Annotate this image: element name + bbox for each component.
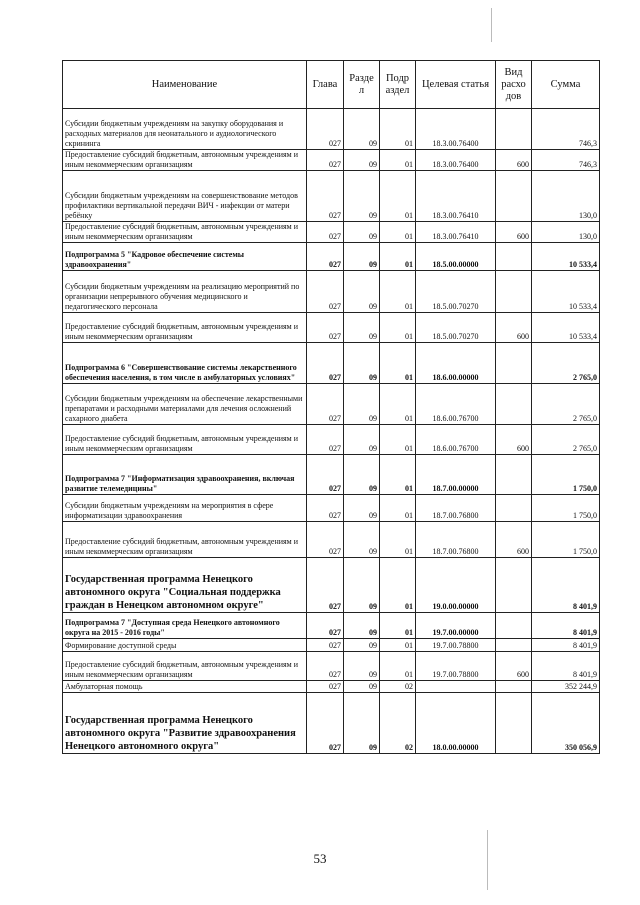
- row-sum: 10 533,4: [532, 271, 600, 313]
- row-target: 18.5.00.00000: [416, 243, 496, 271]
- header-sum: Сумма: [532, 61, 600, 109]
- row-type: [496, 639, 532, 652]
- row-section: 09: [344, 313, 380, 343]
- row-target: 18.7.00.76800: [416, 522, 496, 558]
- row-name: Предоставление субсидий бюджетным, автономным учреждениям и иным некоммерческим организациям: [63, 425, 307, 455]
- row-section: 09: [344, 558, 380, 613]
- row-chapter: 027: [307, 171, 344, 222]
- row-chapter: 027: [307, 455, 344, 495]
- row-target: 18.6.00.76700: [416, 384, 496, 425]
- row-subsection: 01: [380, 613, 416, 639]
- table-row: [63, 652, 600, 681]
- table-row: [63, 495, 600, 522]
- row-section: 09: [344, 681, 380, 693]
- row-name: Субсидии бюджетным учреждениям на совершенствование методов профилактики вертикальной передачи ВИЧ - инфекции от матери ребёнку: [63, 171, 307, 222]
- row-subsection: 02: [380, 681, 416, 693]
- row-sum: 1 750,0: [532, 522, 600, 558]
- row-type: 600: [496, 652, 532, 681]
- row-sum: 8 401,9: [532, 613, 600, 639]
- row-section: 09: [344, 171, 380, 222]
- row-sum: 746,3: [532, 150, 600, 171]
- row-section: 09: [344, 109, 380, 150]
- table-row: [63, 171, 600, 222]
- row-chapter: 027: [307, 313, 344, 343]
- row-chapter: 027: [307, 150, 344, 171]
- row-sum: 746,3: [532, 109, 600, 150]
- row-name: Предоставление субсидий бюджетным, автономным учреждениям и иным некоммерческим организациям: [63, 652, 307, 681]
- row-sum: 1 750,0: [532, 455, 600, 495]
- row-name: Амбулаторная помощь: [63, 681, 307, 693]
- row-section: 09: [344, 693, 380, 754]
- row-chapter: 027: [307, 522, 344, 558]
- table-row: [63, 271, 600, 313]
- row-chapter: 027: [307, 613, 344, 639]
- row-subsection: 01: [380, 109, 416, 150]
- row-subsection: 01: [380, 271, 416, 313]
- table-row: [63, 613, 600, 639]
- row-subsection: 01: [380, 652, 416, 681]
- row-chapter: 027: [307, 558, 344, 613]
- row-subsection: 01: [380, 495, 416, 522]
- row-type: [496, 558, 532, 613]
- row-type: [496, 343, 532, 384]
- table-row: [63, 522, 600, 558]
- row-type: [496, 681, 532, 693]
- row-chapter: 027: [307, 639, 344, 652]
- row-type: [496, 271, 532, 313]
- row-section: 09: [344, 243, 380, 271]
- table-row: [63, 222, 600, 243]
- row-name: Предоставление субсидий бюджетным, автономным учреждениям и иным некоммерческим организациям: [63, 150, 307, 171]
- row-target: 18.5.00.70270: [416, 313, 496, 343]
- row-name: Формирование доступной среды: [63, 639, 307, 652]
- row-subsection: 01: [380, 455, 416, 495]
- row-chapter: 027: [307, 243, 344, 271]
- scan-artifact: [491, 8, 492, 42]
- row-subsection: 01: [380, 171, 416, 222]
- row-section: 09: [344, 222, 380, 243]
- table-row: [63, 681, 600, 693]
- row-subsection: 01: [380, 243, 416, 271]
- header-section: Разде л: [344, 61, 380, 109]
- table-row: [63, 313, 600, 343]
- row-chapter: 027: [307, 222, 344, 243]
- row-type: [496, 384, 532, 425]
- row-target: 18.7.00.00000: [416, 455, 496, 495]
- table-row: [63, 343, 600, 384]
- row-sum: 350 056,9: [532, 693, 600, 754]
- row-type: [496, 613, 532, 639]
- header-target: Целевая статья: [416, 61, 496, 109]
- row-section: 09: [344, 150, 380, 171]
- header-name: Наименование: [63, 61, 307, 109]
- row-sum: 2 765,0: [532, 343, 600, 384]
- row-section: 09: [344, 639, 380, 652]
- row-sum: 2 765,0: [532, 425, 600, 455]
- row-subsection: 01: [380, 639, 416, 652]
- row-name: Предоставление субсидий бюджетным, автономным учреждениям и иным некоммерческим организациям: [63, 222, 307, 243]
- table-row: [63, 109, 600, 150]
- row-type: 600: [496, 425, 532, 455]
- row-name: Подпрограмма 7 "Информатизация здравоохранения, включая развитие телемедицины": [63, 455, 307, 495]
- row-sum: 130,0: [532, 171, 600, 222]
- row-chapter: 027: [307, 384, 344, 425]
- row-chapter: 027: [307, 343, 344, 384]
- row-sum: 10 533,4: [532, 313, 600, 343]
- row-name: Субсидии бюджетным учреждениям на реализацию мероприятий по организации непрерывного обучения медицинского и педагогического персонала: [63, 271, 307, 313]
- row-chapter: 027: [307, 693, 344, 754]
- row-target: 18.3.00.76410: [416, 171, 496, 222]
- row-type: 600: [496, 150, 532, 171]
- header-type: Вид расхо дов: [496, 61, 532, 109]
- row-subsection: 01: [380, 384, 416, 425]
- row-section: 09: [344, 495, 380, 522]
- table-row: [63, 693, 600, 754]
- row-target: 19.0.00.00000: [416, 558, 496, 613]
- table-row: [63, 455, 600, 495]
- row-sum: 352 244,9: [532, 681, 600, 693]
- row-section: 09: [344, 613, 380, 639]
- row-sum: 1 750,0: [532, 495, 600, 522]
- row-name: Подпрограмма 5 "Кадровое обеспечение системы здравоохранения": [63, 243, 307, 271]
- row-target: 18.5.00.70270: [416, 271, 496, 313]
- row-chapter: 027: [307, 652, 344, 681]
- header-chapter: Глава: [307, 61, 344, 109]
- row-subsection: 02: [380, 693, 416, 754]
- table-row: [63, 150, 600, 171]
- row-section: 09: [344, 271, 380, 313]
- row-type: [496, 171, 532, 222]
- row-type: 600: [496, 522, 532, 558]
- row-type: [496, 495, 532, 522]
- row-target: 19.7.00.00000: [416, 613, 496, 639]
- row-target: 18.3.00.76410: [416, 222, 496, 243]
- table-row: [63, 558, 600, 613]
- row-target: 18.7.00.76800: [416, 495, 496, 522]
- row-subsection: 01: [380, 522, 416, 558]
- row-target: [416, 681, 496, 693]
- row-section: 09: [344, 384, 380, 425]
- row-type: [496, 455, 532, 495]
- budget-table: [62, 60, 600, 754]
- row-subsection: 01: [380, 222, 416, 243]
- table-row: [63, 425, 600, 455]
- row-subsection: 01: [380, 150, 416, 171]
- row-section: 09: [344, 522, 380, 558]
- row-name: Государственная программа Ненецкого автономного округа "Развитие здравоохранения Ненецкого автономного округа": [63, 693, 307, 754]
- row-target: 18.3.00.76400: [416, 109, 496, 150]
- row-section: 09: [344, 652, 380, 681]
- row-subsection: 01: [380, 343, 416, 384]
- row-subsection: 01: [380, 558, 416, 613]
- row-type: [496, 693, 532, 754]
- row-name: Предоставление субсидий бюджетным, автономным учреждениям и иным некоммерческим организациям: [63, 522, 307, 558]
- row-target: 18.3.00.76400: [416, 150, 496, 171]
- table-row: [63, 243, 600, 271]
- row-target: 18.0.00.00000: [416, 693, 496, 754]
- table-row: [63, 384, 600, 425]
- table-row: [63, 639, 600, 652]
- row-section: 09: [344, 343, 380, 384]
- row-sum: 10 533,4: [532, 243, 600, 271]
- row-type: [496, 243, 532, 271]
- row-target: 19.7.00.78800: [416, 639, 496, 652]
- row-name: Субсидии бюджетным учреждениям на мероприятия в сфере информатизации здравоохранения: [63, 495, 307, 522]
- row-subsection: 01: [380, 313, 416, 343]
- scan-artifact: [487, 830, 488, 890]
- row-type: 600: [496, 313, 532, 343]
- row-target: 19.7.00.78800: [416, 652, 496, 681]
- row-name: Подпрограмма 7 "Доступная среда Ненецкого автономного округа на 2015 - 2016 годы": [63, 613, 307, 639]
- row-target: 18.6.00.76700: [416, 425, 496, 455]
- row-name: Подпрограмма 6 "Совершенствование системы лекарственного обеспечения населения, в том числе в амбулаторных условиях": [63, 343, 307, 384]
- row-section: 09: [344, 425, 380, 455]
- row-section: 09: [344, 455, 380, 495]
- header-subsection: Подр аздел: [380, 61, 416, 109]
- row-chapter: 027: [307, 681, 344, 693]
- row-chapter: 027: [307, 109, 344, 150]
- row-chapter: 027: [307, 425, 344, 455]
- row-type: [496, 109, 532, 150]
- row-name: Субсидии бюджетным учреждениям на закупку оборудования и расходных материалов для неонатального и аудиологического скрининга: [63, 109, 307, 150]
- row-name: Предоставление субсидий бюджетным, автономным учреждениям и иным некоммерческим организациям: [63, 313, 307, 343]
- row-sum: 8 401,9: [532, 639, 600, 652]
- row-chapter: 027: [307, 271, 344, 313]
- row-sum: 8 401,9: [532, 558, 600, 613]
- row-type: 600: [496, 222, 532, 243]
- row-name: Субсидии бюджетным учреждениям на обеспечение лекарственными препаратами и расходными материалами для лечения осложнений сахарного диабета: [63, 384, 307, 425]
- row-target: 18.6.00.00000: [416, 343, 496, 384]
- row-subsection: 01: [380, 425, 416, 455]
- row-sum: 130,0: [532, 222, 600, 243]
- row-sum: 2 765,0: [532, 384, 600, 425]
- header-row: [63, 61, 600, 109]
- row-chapter: 027: [307, 495, 344, 522]
- page-number: 53: [313, 851, 327, 866]
- row-sum: 8 401,9: [532, 652, 600, 681]
- row-name: Государственная программа Ненецкого автономного округа "Социальная поддержка граждан в Ненецком автономном округе": [63, 558, 307, 613]
